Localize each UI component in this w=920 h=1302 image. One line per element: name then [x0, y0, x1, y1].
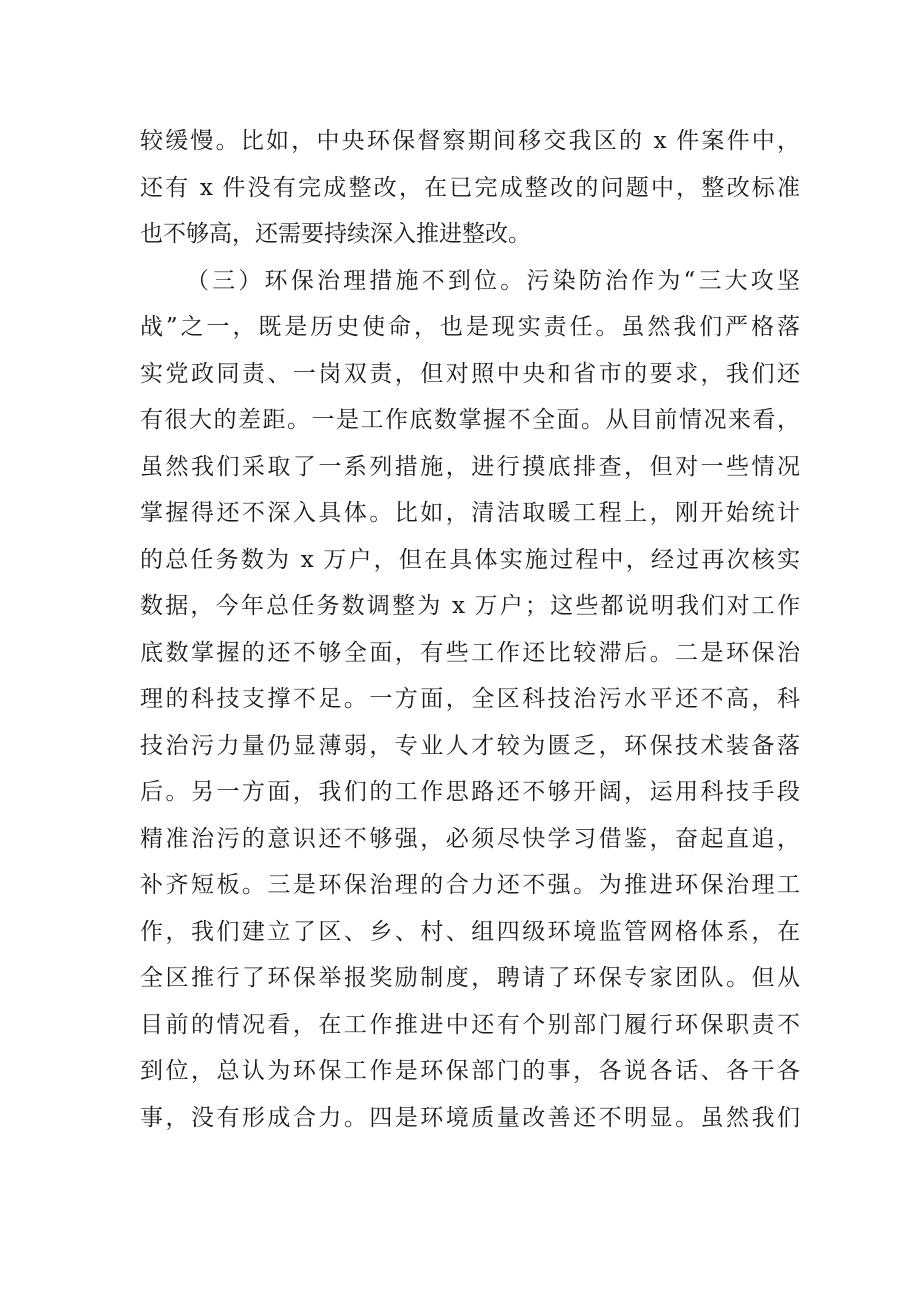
- text-line: 精准治污的意识还不够强，必须尽快学习借鉴，奋起直追，: [140, 825, 800, 852]
- text-line: 还有 x 件没有完成整改，在已完成整改的问题中，整改标准: [140, 174, 800, 201]
- text-line: 后。另一方面，我们的工作思路还不够开阔，运用科技手段: [140, 779, 800, 805]
- text-line: 数据，今年总任务数调整为 x 万户；这些都说明我们对工作: [140, 593, 800, 619]
- text-line: 也不够高，还需要持续深入推进整改。: [140, 221, 531, 247]
- text-line: 有很大的差距。一是工作底数掌握不全面。从目前情况来看，: [140, 407, 800, 433]
- paragraph-1: [140, 118, 800, 258]
- text-line: 理的科技支撑不足。一方面，全区科技治污水平还不高，科: [140, 686, 800, 712]
- text-line: 全区推行了环保举报奖励制度，聘请了环保专家团队。但从: [140, 965, 800, 991]
- text-line: 目前的情况看，在工作推进中还有个别部门履行环保职责不: [140, 1011, 800, 1038]
- text-line: 较缓慢。比如，中央环保督察期间移交我区的 x 件案件中，: [140, 128, 800, 154]
- text-line: 作，我们建立了区、乡、村、组四级环境监管网格体系，在: [140, 918, 800, 945]
- text-line: 到位，总认为环保工作是环保部门的事，各说各话、各干各: [140, 1058, 800, 1084]
- document-page: [140, 118, 800, 1178]
- text-line: 实党政同责、一岗双责，但对照中央和省市的要求，我们还: [140, 360, 800, 387]
- text-line: 底数掌握的还不够全面，有些工作还比较滞后。二是环保治: [140, 639, 800, 666]
- text-line: （三）环保治理措施不到位。污染防治作为“三大攻坚: [186, 267, 800, 294]
- text-line: 的总任务数为 x 万户，但在具体实施过程中，经过再次核实: [140, 546, 800, 573]
- paragraph-2: [140, 258, 800, 1142]
- text-line: 战”之一，既是历史使命，也是现实责任。虽然我们严格落: [140, 314, 800, 340]
- text-line: 掌握得还不深入具体。比如，清洁取暖工程上，刚开始统计: [140, 500, 800, 526]
- text-line: 虽然我们采取了一系列措施，进行摸底排查，但对一些情况: [140, 453, 800, 480]
- text-line: 补齐短板。三是环保治理的合力还不强。为推进环保治理工: [140, 872, 800, 898]
- text-line: 事，没有形成合力。四是环境质量改善还不明显。虽然我们: [140, 1104, 800, 1131]
- text-line: 技治污力量仍显薄弱，专业人才较为匮乏，环保技术装备落: [140, 732, 800, 759]
